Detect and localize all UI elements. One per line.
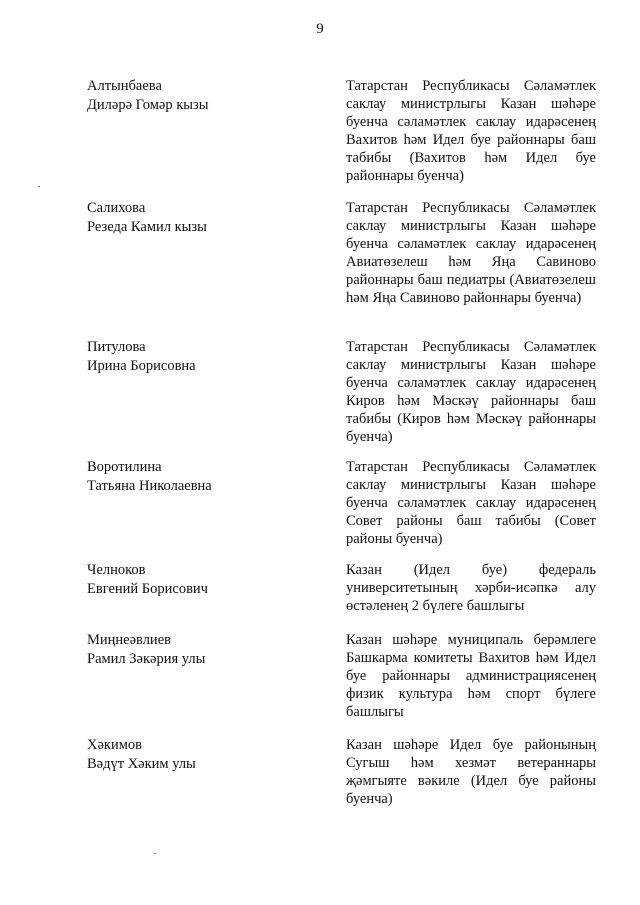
page-number: 9 xyxy=(316,21,324,37)
person-name xyxy=(87,458,317,496)
person-name xyxy=(87,736,317,774)
surname: Миңнеәвлиев xyxy=(87,632,171,648)
given-names: Ирина Борисовна xyxy=(87,358,196,374)
position-description: Казан шәһәре Идел буе районының Сугыш һәм хезмәт ветераннары җәмгыяте вәкиле (Идел буе районы буенча) xyxy=(346,737,596,807)
given-names: Резеда Камил кызы xyxy=(87,219,207,235)
person-name xyxy=(87,77,317,115)
person-name xyxy=(87,199,317,237)
surname: Салихова xyxy=(87,200,146,216)
given-names: Евгений Борисович xyxy=(87,581,208,597)
position-description: Татарстан Республикасы Сәламәтлек саклау министрлыгы Казан шәһәре буенча сәламәтлек саклау идарәсенең Совет районы баш табибы (Совет районы буенча) xyxy=(346,459,596,547)
position-description: Татарстан Республикасы Сәламәтлек саклау министрлыгы Казан шәһәре буенча сәламәтлек саклау идарәсенең Киров һәм Мәскәү районнары баш табибы (Киров һәм Мәскәү районнары буенча) xyxy=(346,339,596,445)
given-names: Рамил Зәкәрия улы xyxy=(87,651,206,667)
given-names: Вәдүт Хәким улы xyxy=(87,756,196,772)
person-name xyxy=(87,338,317,376)
surname: Челноков xyxy=(87,562,146,578)
given-names: Диләрә Гомәр кызы xyxy=(87,97,209,113)
position-description: Татарстан Республикасы Сәламәтлек саклау министрлыгы Казан шәһәре буенча сәламәтлек саклау идарәсенең Вахитов һәм Идел буе районнары баш табибы (Вахитов һәм Идел буе районнары буенча) xyxy=(346,78,596,184)
scan-speck xyxy=(38,186,40,187)
surname: Питулова xyxy=(87,339,146,355)
given-names: Татьяна Николаевна xyxy=(87,478,212,494)
person-name xyxy=(87,561,317,599)
position-description: Казан шәһәре муниципаль берәмлеге Башкарма комитеты Вахитов һәм Идел буе районнары администрациясенең физик культура һәм спорт бүлеге башлыгы xyxy=(346,632,596,720)
scan-speck xyxy=(154,853,156,854)
surname: Воротилина xyxy=(87,459,162,475)
surname: Хәкимов xyxy=(87,737,142,753)
surname: Алтынбаева xyxy=(87,78,162,94)
position-description: Татарстан Республикасы Сәламәтлек саклау министрлыгы Казан шәһәре буенча сәламәтлек саклау идарәсенең Авиатөзелеш һәм Яңа Савиново районнары баш педиатры (Авиатөзелеш һәм Яңа Савиново районнары буенча) xyxy=(346,200,596,306)
person-name xyxy=(87,631,317,669)
position-description: Казан (Идел буе) федераль университетының хәрби-исәпкә алу өстәленең 2 бүлеге башлыгы xyxy=(346,562,596,614)
